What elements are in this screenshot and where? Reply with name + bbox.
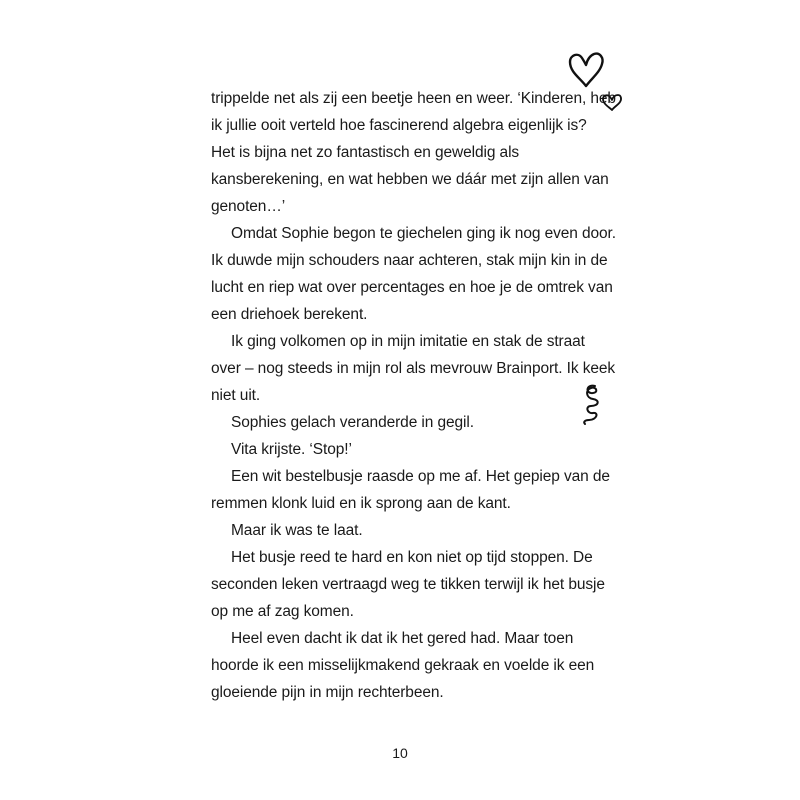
text-line: op me af zag komen. bbox=[211, 603, 354, 620]
text-line: een driehoek berekent. bbox=[211, 306, 368, 323]
page-number: 10 bbox=[392, 745, 408, 761]
text-line: Ik ging volkomen op in mijn imitatie en stak de straat bbox=[231, 333, 585, 350]
squiggle-icon bbox=[577, 382, 607, 428]
text-line: hoorde ik een misselijkmakend gekraak en voelde ik een bbox=[211, 657, 595, 674]
text-line: genoten…’ bbox=[211, 198, 286, 215]
text-line: kansberekening, en wat hebben we dáár met zijn allen van bbox=[211, 171, 609, 188]
text-line: seconden leken vertraagd weg te tikken terwijl ik het busje bbox=[211, 576, 605, 593]
body-text bbox=[211, 85, 616, 706]
text-line: ik jullie ooit verteld hoe fascinerend algebra eigenlijk is? bbox=[211, 117, 587, 134]
text-line: Vita krijste. ‘Stop!’ bbox=[231, 441, 352, 458]
text-line: Maar ik was te laat. bbox=[231, 522, 363, 539]
text-line: Ik duwde mijn schouders naar achteren, stak mijn kin in de bbox=[211, 252, 608, 269]
text-line: Sophies gelach veranderde in gegil. bbox=[231, 414, 474, 431]
text-line: Het is bijna net zo fantastisch en geweldig als bbox=[211, 144, 520, 161]
text-line: Een wit bestelbusje raasde op me af. Het gepiep van de bbox=[231, 468, 610, 485]
text-line: niet uit. bbox=[211, 387, 261, 404]
text-line: lucht en riep wat over percentages en hoe je de omtrek van bbox=[211, 279, 613, 296]
text-line: gloeiende pijn in mijn rechterbeen. bbox=[211, 684, 444, 701]
small-heart-icon bbox=[601, 93, 623, 113]
text-line: remmen klonk luid en ik sprong aan de kant. bbox=[211, 495, 511, 512]
text-line: Heel even dacht ik dat ik het gered had. Maar toen bbox=[231, 630, 574, 647]
text-line: over – nog steeds in mijn rol als mevrouw Brainport. Ik keek bbox=[211, 360, 616, 377]
large-heart-icon bbox=[566, 50, 606, 90]
text-line: trippelde net als zij een beetje heen en weer. ‘Kinderen, heb bbox=[211, 90, 616, 107]
text-line: Het busje reed te hard en kon niet op tijd stoppen. De bbox=[231, 549, 593, 566]
text-line: Omdat Sophie begon te giechelen ging ik nog even door. bbox=[231, 225, 616, 242]
